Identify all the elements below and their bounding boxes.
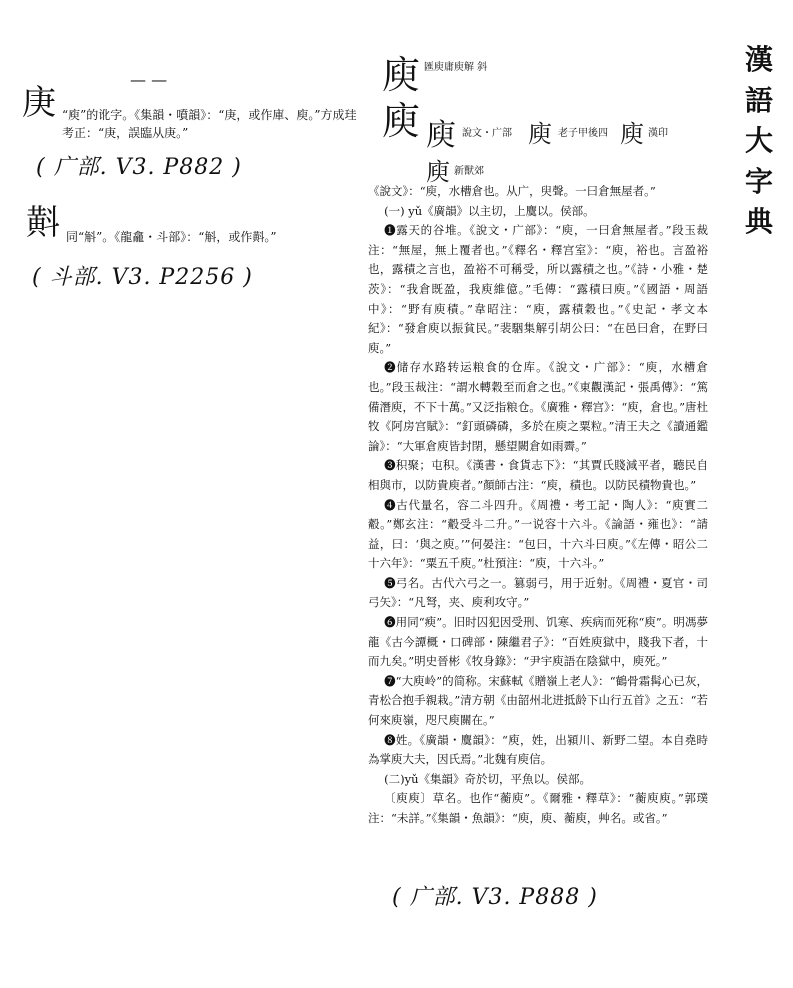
head-forms — [378, 44, 698, 184]
book-title-vertical — [737, 40, 781, 243]
form-5: 庾 — [620, 120, 644, 148]
form-2: 庾 — [382, 99, 421, 143]
entry-reading-2: (二)yǔ《集韻》奇於切，平魚以。侯部。 — [384, 771, 591, 786]
sense-3: ❸积聚；屯积。《漢書・食貨志下》：“其賈氏賤減平者，聽民自相與市，以防貴庾者。”顏師古注：“庾，積也。以防民積物貴也。” — [368, 458, 708, 492]
handwritten-ref-1: ( 广部. V3. P882 ) — [36, 155, 242, 180]
form-4: 庾 — [528, 120, 552, 148]
title-char: 典 — [744, 205, 773, 239]
entry-body — [368, 182, 708, 829]
dash-line: — — — [130, 70, 168, 89]
form-3: 庾 — [426, 118, 456, 153]
sense-5: ❺弓名。古代六弓之一。篡弱弓，用于近射。《周禮・夏官・司弓矢》：“凡弩，夹、庾利攻守。” — [368, 575, 708, 610]
form-3-note: 說文・广部 — [462, 128, 512, 139]
title-char: 字 — [744, 164, 773, 198]
note-1: “庾”的讹字。《集韻・噴韻》：“庚，或作庫、庾。”方成珪考正：“庚，誤臨从庚。” — [62, 108, 357, 140]
note-2: 同“斛”。《龍龕・斗部》：“斛，或作斢。” — [66, 230, 277, 244]
left-column — [18, 60, 363, 300]
title-char: 大 — [744, 124, 773, 158]
sense-8: ❽姓。《廣韻・麌韻》：“庾，姓，出潁川、新野二望。本自堯時為掌庾大夫，因氏焉。”北魏有庾信。 — [368, 732, 708, 767]
headword-2: 斢 — [26, 203, 60, 243]
sense-2: ❷储存水路转运粮食的仓库。《說文・广部》：“庾，水槽倉也。”段玉裁注：“謂水轉穀至而倉之也。”《東觀漢記・張禹傳》：“篤備潛庾，不下十萬。”又泛指粮仓。《廣雅・釋宫》：“庾，倉也。”唐杜牧《阿房宫賦》：“釘頭磷磷，多於在庾之粟粒。”清王夫之《讀通鑑論》：“大軍倉庾皆封閉，懸望闕倉如雨霽。” — [368, 360, 708, 453]
sense-4: ❹古代量名，容二斗四升。《周禮・考工記・陶人》：“庾實二觳。”鄭玄注：“觳受斗二升。”一说容十六斗。《論語・雍也》：“請益，曰：‘與之庾。’”何晏注：“包曰，十六斗曰庾。”《左傳・昭公二十六年》：“粟五千庾。”杜預注：“庾，十六斗。” — [368, 497, 708, 571]
title-char: 漢 — [744, 43, 773, 76]
title-char: 語 — [744, 83, 773, 117]
sense-1: ❶露天的谷堆。《說文・广部》：“庾，一曰倉無屋者。”段玉裁注：“無屋，無上覆者也。”《釋名・釋宫室》：“庾，裕也。言盈裕也，露積之言也，盈裕不可稱受，所以露積之也。”《詩・小雅・楚茨》：“我倉既盈，我庾維億。”毛傳：“露積曰庾。”《國語・周語中》：“野有庾積。”韋昭注：“庾，露積穀也。”《史記・孝文本紀》：“發倉庾以振貧民。”裴駰集解引胡公曰：“在邑曰倉，在野曰庾。” — [368, 223, 708, 355]
form-5-note: 漢印 — [648, 128, 668, 139]
sense-compound: 〔庾庾〕草名。也作“蘅庾”。《爾雅・釋草》：“蘅庾庾。”郭璞注：“未詳。”《集韻・魚韻》：“庾，庾、蘅庾，艸名。或省。” — [368, 791, 708, 825]
form-1: 庾 — [382, 53, 421, 97]
form-6-note: 新獸郊 — [454, 166, 484, 177]
sense-6: ❻用同“瘐”。旧时囚犯因受刑、饥寒、疾病而死称“庾”。明馮夢龍《古今譚概・口碑部・陳繼君子》：“百姓庾獄中，賤我下者，十而九矣。”明史晉彬《牧身錄》：“尹宇庾語在陰獄中，庾死。” — [368, 615, 708, 669]
headword-1: 庚 — [22, 83, 56, 123]
entry-definition: 《說文》：“庾，水槽倉也。从广，臾聲。一曰倉無屋者。” — [368, 184, 656, 198]
sense-7: ❼“大庾岭”的简称。宋蘇軾《贈嶺上老人》：“鶴骨霜髯心已灰，青松合抱手親栽。”清方朝《由韶州北进抵龄下山行五首》之五：“若何來庾嶺，咫尺庾關在。” — [368, 673, 708, 728]
entry-reading-1: (一) yǔ《廣韻》以主切，上麌以。侯部。 — [384, 203, 595, 218]
handwritten-ref-2: ( 斗部. V3. P2256 ) — [32, 265, 253, 290]
form-6: 庾 — [426, 158, 450, 186]
form-4-note: 老子甲後四 — [558, 128, 608, 139]
form-1-note: 匯庾庸庾解 斜 — [424, 62, 488, 73]
handwritten-ref-3: ( 广部. V3. P888 ) — [392, 885, 598, 910]
